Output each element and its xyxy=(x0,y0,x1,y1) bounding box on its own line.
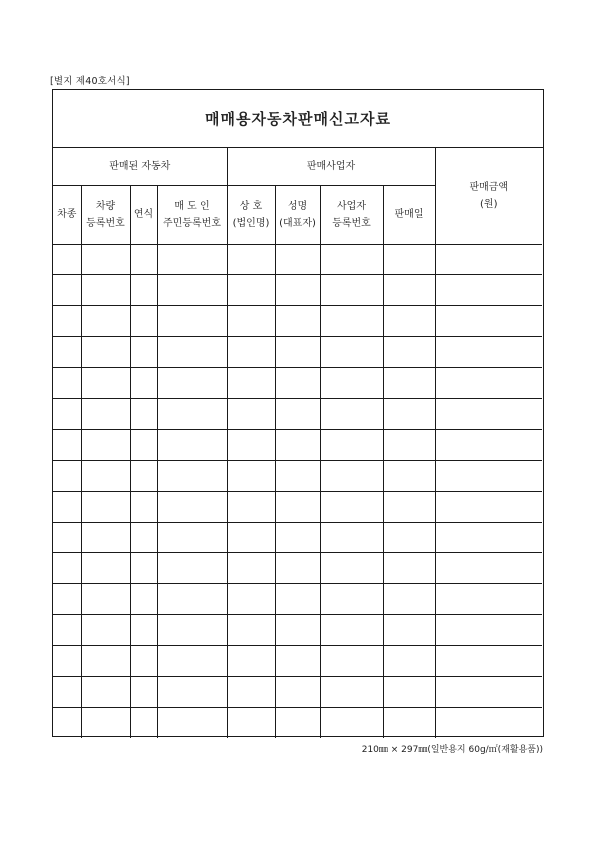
vehicle-type-cell[interactable] xyxy=(53,368,81,399)
sale-amount-cell[interactable] xyxy=(435,522,542,553)
vehicle-type-cell[interactable] xyxy=(53,337,81,368)
business-registration-cell[interactable] xyxy=(320,553,383,584)
model-year-cell[interactable] xyxy=(130,368,157,399)
registration-number-cell[interactable] xyxy=(81,244,130,275)
form-number-label: [별지 제40호서식] xyxy=(50,76,130,87)
sale-date-cell[interactable] xyxy=(383,306,435,337)
sale-amount-cell[interactable] xyxy=(435,398,542,429)
table-row xyxy=(53,306,542,337)
business-registration-cell[interactable] xyxy=(320,244,383,275)
model-year-cell[interactable] xyxy=(130,398,157,429)
report-table xyxy=(53,148,542,738)
table-row xyxy=(53,676,542,707)
seller-id-cell[interactable] xyxy=(157,615,227,646)
header-registration-number-line1: 차량 xyxy=(95,200,116,212)
representative-cell[interactable] xyxy=(275,646,320,677)
sale-date-cell[interactable] xyxy=(383,491,435,522)
header-sold-vehicle: 판매된 자동차 xyxy=(53,148,227,185)
trade-name-cell[interactable] xyxy=(227,676,275,707)
sale-amount-cell[interactable] xyxy=(435,337,542,368)
representative-cell[interactable] xyxy=(275,337,320,368)
model-year-cell[interactable] xyxy=(130,584,157,615)
model-year-cell[interactable] xyxy=(130,244,157,275)
trade-name-cell[interactable] xyxy=(227,368,275,399)
model-year-cell[interactable] xyxy=(130,676,157,707)
vehicle-type-cell[interactable] xyxy=(53,398,81,429)
registration-number-cell[interactable] xyxy=(81,398,130,429)
trade-name-cell[interactable] xyxy=(227,429,275,460)
business-registration-cell[interactable] xyxy=(320,646,383,677)
table-row xyxy=(53,584,542,615)
trade-name-cell[interactable] xyxy=(227,584,275,615)
vehicle-type-cell[interactable] xyxy=(53,707,81,738)
vehicle-type-cell[interactable] xyxy=(53,244,81,275)
trade-name-cell[interactable] xyxy=(227,646,275,677)
business-registration-cell[interactable] xyxy=(320,615,383,646)
registration-number-cell[interactable] xyxy=(81,306,130,337)
vehicle-type-cell[interactable] xyxy=(53,522,81,553)
table-row xyxy=(53,244,542,275)
registration-number-cell[interactable] xyxy=(81,491,130,522)
sale-date-cell[interactable] xyxy=(383,676,435,707)
trade-name-cell[interactable] xyxy=(227,615,275,646)
table-row xyxy=(53,275,542,306)
model-year-cell[interactable] xyxy=(130,429,157,460)
seller-id-cell[interactable] xyxy=(157,368,227,399)
header-business-registration-line2: 등록번호 xyxy=(332,217,371,229)
sale-date-cell[interactable] xyxy=(383,398,435,429)
sale-date-cell[interactable] xyxy=(383,584,435,615)
seller-id-cell[interactable] xyxy=(157,707,227,738)
representative-cell[interactable] xyxy=(275,522,320,553)
sale-amount-cell[interactable] xyxy=(435,676,542,707)
header-sale-amount-line1: 판매금액 xyxy=(469,181,509,193)
vehicle-type-cell[interactable] xyxy=(53,275,81,306)
header-seller-id-line1: 매 도 인 xyxy=(174,200,210,212)
seller-id-cell[interactable] xyxy=(157,522,227,553)
registration-number-cell[interactable] xyxy=(81,584,130,615)
model-year-cell[interactable] xyxy=(130,460,157,491)
model-year-cell[interactable] xyxy=(130,615,157,646)
seller-id-cell[interactable] xyxy=(157,398,227,429)
sale-date-cell[interactable] xyxy=(383,707,435,738)
business-registration-cell[interactable] xyxy=(320,522,383,553)
sale-amount-cell[interactable] xyxy=(435,306,542,337)
sale-amount-cell[interactable] xyxy=(435,646,542,677)
representative-cell[interactable] xyxy=(275,368,320,399)
registration-number-cell[interactable] xyxy=(81,615,130,646)
header-trade-name-line2: (법인명) xyxy=(232,217,270,229)
business-registration-cell[interactable] xyxy=(320,460,383,491)
model-year-cell[interactable] xyxy=(130,306,157,337)
seller-id-cell[interactable] xyxy=(157,584,227,615)
title-row xyxy=(53,90,543,148)
sale-date-cell[interactable] xyxy=(383,615,435,646)
representative-cell[interactable] xyxy=(275,676,320,707)
vehicle-type-cell[interactable] xyxy=(53,460,81,491)
header-vehicle-type: 차종 xyxy=(53,185,81,244)
header-representative-line2: (대표자) xyxy=(279,217,316,229)
trade-name-cell[interactable] xyxy=(227,460,275,491)
sale-amount-cell[interactable] xyxy=(435,615,542,646)
table-row xyxy=(53,522,542,553)
header-sale-amount-line2: (원) xyxy=(480,198,498,210)
vehicle-type-cell[interactable] xyxy=(53,676,81,707)
sale-date-cell[interactable] xyxy=(383,368,435,399)
business-registration-cell[interactable] xyxy=(320,275,383,306)
header-registration-number-line2: 등록번호 xyxy=(86,217,125,229)
seller-id-cell[interactable] xyxy=(157,306,227,337)
seller-id-cell[interactable] xyxy=(157,244,227,275)
trade-name-cell[interactable] xyxy=(227,398,275,429)
sale-date-cell[interactable] xyxy=(383,460,435,491)
representative-cell[interactable] xyxy=(275,584,320,615)
sale-amount-cell[interactable] xyxy=(435,584,542,615)
table-row xyxy=(53,398,542,429)
business-registration-cell[interactable] xyxy=(320,584,383,615)
vehicle-type-cell[interactable] xyxy=(53,553,81,584)
representative-cell[interactable] xyxy=(275,707,320,738)
header-representative-line1: 성명 xyxy=(287,200,308,212)
sale-amount-cell[interactable] xyxy=(435,553,542,584)
header-business-registration xyxy=(320,185,383,244)
sale-amount-cell[interactable] xyxy=(435,275,542,306)
seller-id-cell[interactable] xyxy=(157,460,227,491)
registration-number-cell[interactable] xyxy=(81,429,130,460)
header-registration-number xyxy=(81,185,130,244)
business-registration-cell[interactable] xyxy=(320,337,383,368)
trade-name-cell[interactable] xyxy=(227,522,275,553)
representative-cell[interactable] xyxy=(275,491,320,522)
group-header-row xyxy=(53,148,542,185)
model-year-cell[interactable] xyxy=(130,707,157,738)
business-registration-cell[interactable] xyxy=(320,429,383,460)
registration-number-cell[interactable] xyxy=(81,522,130,553)
header-business-registration-line1: 사업자 xyxy=(337,200,366,212)
header-seller-id-line2: 주민등록번호 xyxy=(163,217,221,229)
vehicle-type-cell[interactable] xyxy=(53,491,81,522)
vehicle-type-cell[interactable] xyxy=(53,306,81,337)
table-row xyxy=(53,368,542,399)
business-registration-cell[interactable] xyxy=(320,398,383,429)
table-row xyxy=(53,491,542,522)
registration-number-cell[interactable] xyxy=(81,676,130,707)
representative-cell[interactable] xyxy=(275,275,320,306)
representative-cell[interactable] xyxy=(275,553,320,584)
representative-cell[interactable] xyxy=(275,244,320,275)
vehicle-type-cell[interactable] xyxy=(53,646,81,677)
table-row xyxy=(53,553,542,584)
table-row xyxy=(53,615,542,646)
header-trade-name-line1: 상 호 xyxy=(239,200,263,212)
registration-number-cell[interactable] xyxy=(81,646,130,677)
table-row xyxy=(53,646,542,677)
model-year-cell[interactable] xyxy=(130,522,157,553)
sale-date-cell[interactable] xyxy=(383,646,435,677)
header-sales-business: 판매사업자 xyxy=(227,148,435,185)
registration-number-cell[interactable] xyxy=(81,275,130,306)
representative-cell[interactable] xyxy=(275,429,320,460)
representative-cell[interactable] xyxy=(275,460,320,491)
trade-name-cell[interactable] xyxy=(227,306,275,337)
seller-id-cell[interactable] xyxy=(157,429,227,460)
vehicle-type-cell[interactable] xyxy=(53,584,81,615)
seller-id-cell[interactable] xyxy=(157,676,227,707)
table-row xyxy=(53,337,542,368)
sale-date-cell[interactable] xyxy=(383,275,435,306)
sale-date-cell[interactable] xyxy=(383,429,435,460)
header-sale-date: 판매일 xyxy=(383,185,435,244)
seller-id-cell[interactable] xyxy=(157,337,227,368)
paper-spec-note: 210㎜ × 297㎜(일반용지 60g/㎡(재활용품)) xyxy=(361,745,543,755)
registration-number-cell[interactable] xyxy=(81,460,130,491)
business-registration-cell[interactable] xyxy=(320,676,383,707)
model-year-cell[interactable] xyxy=(130,337,157,368)
representative-cell[interactable] xyxy=(275,306,320,337)
sale-amount-cell[interactable] xyxy=(435,429,542,460)
sale-date-cell[interactable] xyxy=(383,522,435,553)
sale-amount-cell[interactable] xyxy=(435,491,542,522)
seller-id-cell[interactable] xyxy=(157,491,227,522)
header-trade-name xyxy=(227,185,275,244)
registration-number-cell[interactable] xyxy=(81,707,130,738)
header-seller-id xyxy=(157,185,227,244)
trade-name-cell[interactable] xyxy=(227,707,275,738)
representative-cell[interactable] xyxy=(275,398,320,429)
trade-name-cell[interactable] xyxy=(227,491,275,522)
form-frame xyxy=(52,89,544,737)
sale-amount-cell[interactable] xyxy=(435,707,542,738)
sale-date-cell[interactable] xyxy=(383,553,435,584)
sale-amount-cell[interactable] xyxy=(435,244,542,275)
header-sale-amount xyxy=(435,148,542,244)
trade-name-cell[interactable] xyxy=(227,337,275,368)
header-model-year: 연식 xyxy=(130,185,157,244)
sale-amount-cell[interactable] xyxy=(435,368,542,399)
model-year-cell[interactable] xyxy=(130,491,157,522)
table-row xyxy=(53,707,542,738)
business-registration-cell[interactable] xyxy=(320,306,383,337)
business-registration-cell[interactable] xyxy=(320,707,383,738)
registration-number-cell[interactable] xyxy=(81,337,130,368)
vehicle-type-cell[interactable] xyxy=(53,429,81,460)
representative-cell[interactable] xyxy=(275,615,320,646)
vehicle-type-cell[interactable] xyxy=(53,615,81,646)
trade-name-cell[interactable] xyxy=(227,275,275,306)
registration-number-cell[interactable] xyxy=(81,368,130,399)
sale-date-cell[interactable] xyxy=(383,244,435,275)
table-row xyxy=(53,429,542,460)
form-title: 매매용자동차판매신고자료 xyxy=(205,110,391,128)
trade-name-cell[interactable] xyxy=(227,553,275,584)
registration-number-cell[interactable] xyxy=(81,553,130,584)
model-year-cell[interactable] xyxy=(130,275,157,306)
sale-amount-cell[interactable] xyxy=(435,460,542,491)
model-year-cell[interactable] xyxy=(130,646,157,677)
seller-id-cell[interactable] xyxy=(157,553,227,584)
business-registration-cell[interactable] xyxy=(320,368,383,399)
model-year-cell[interactable] xyxy=(130,553,157,584)
table-row xyxy=(53,460,542,491)
seller-id-cell[interactable] xyxy=(157,646,227,677)
header-representative xyxy=(275,185,320,244)
sale-date-cell[interactable] xyxy=(383,337,435,368)
trade-name-cell[interactable] xyxy=(227,244,275,275)
business-registration-cell[interactable] xyxy=(320,491,383,522)
seller-id-cell[interactable] xyxy=(157,275,227,306)
